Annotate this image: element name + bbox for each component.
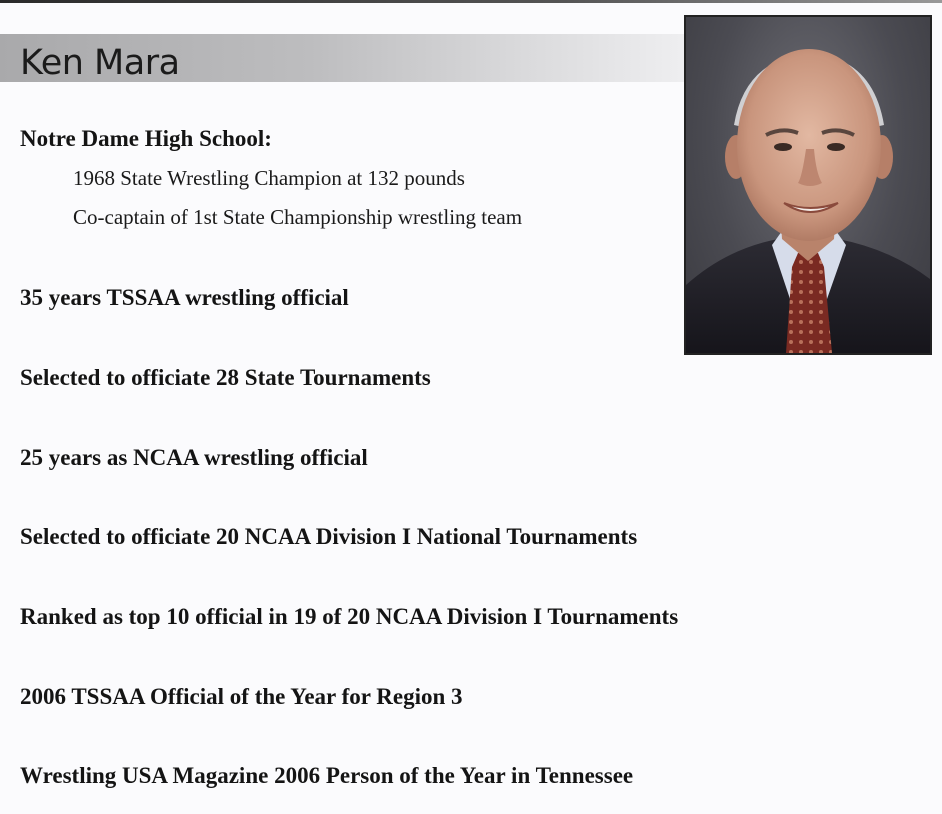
fact-item: 25 years as NCAA wrestling official	[20, 445, 368, 470]
person-name: Ken Mara	[20, 43, 180, 83]
fact-item: 35 years TSSAA wrestling official	[20, 285, 349, 310]
school-section	[20, 124, 522, 237]
school-achievement: 1968 State Wrestling Champion at 132 pounds	[73, 166, 465, 190]
school-achievement: Co-captain of 1st State Championship wrestling team	[73, 205, 523, 229]
fact-item: Wrestling USA Magazine 2006 Person of the Year in Tennessee	[20, 763, 634, 788]
school-heading: Notre Dame High School:	[20, 126, 272, 151]
fact-item: Ranked as top 10 official in 19 of 20 NCAA Division I Tournaments	[20, 604, 679, 629]
portrait-photo	[684, 15, 932, 355]
fact-item: Selected to officiate 20 NCAA Division I National Tournaments	[20, 524, 638, 549]
top-rule	[0, 0, 942, 3]
fact-item: Selected to officiate 28 State Tournaments	[20, 365, 431, 390]
school-achievements	[20, 159, 522, 237]
fact-item: 2006 TSSAA Official of the Year for Region 3	[20, 684, 463, 709]
